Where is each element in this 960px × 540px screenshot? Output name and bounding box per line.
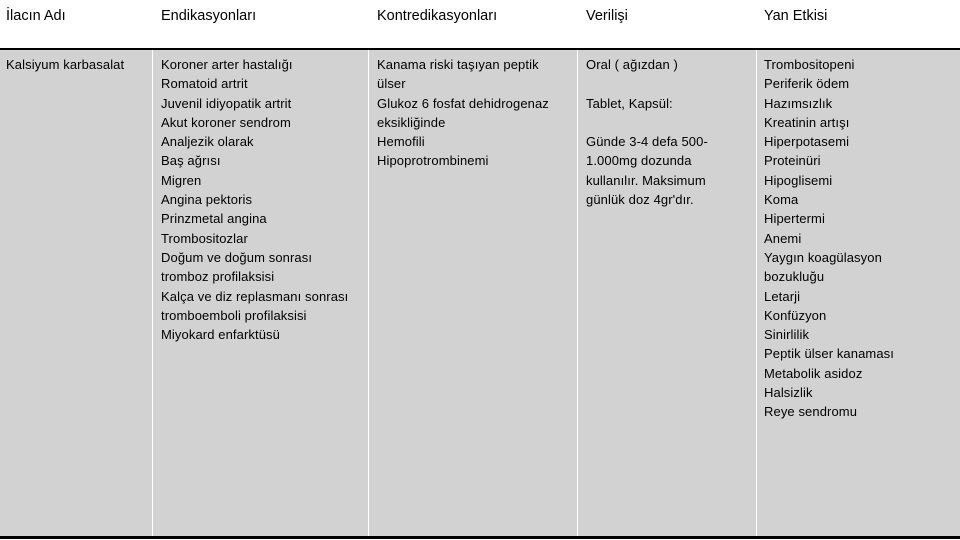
cell-line: Hiperpotasemi xyxy=(764,134,850,150)
cell-line: Juvenil idiyopatik artrit xyxy=(161,95,292,111)
cell-line: Letarji xyxy=(764,288,801,304)
cell-line: Migren xyxy=(161,172,202,188)
cell-line: Kalça ve diz replasmanı sonrası xyxy=(161,288,349,304)
cell-contraindications xyxy=(377,50,577,536)
cell-line: Metabolik asidoz xyxy=(764,365,863,381)
cell-line: Baş ağrısı xyxy=(161,153,221,169)
cell-line: Kreatinin artışı xyxy=(764,114,850,130)
cell-line: Peptik ülser kanaması xyxy=(764,346,894,362)
cell-line: Trombositozlar xyxy=(161,230,248,246)
cell-line: Analjezik olarak xyxy=(161,134,254,150)
cell-line: Yaygın koagülasyon xyxy=(764,249,882,265)
header-indications: Endikasyonları xyxy=(161,8,257,24)
header-contraindications: Kontredikasyonları xyxy=(377,8,498,24)
cell-line: Tablet, Kapsül: xyxy=(586,95,673,111)
cell-line: Miyokard enfarktüsü xyxy=(161,327,280,343)
cell-administration xyxy=(586,50,751,536)
cell-drug-name xyxy=(6,50,146,536)
cell-line: Oral ( ağızdan ) xyxy=(586,57,678,72)
cell-line: Hazımsızlık xyxy=(764,95,833,111)
cell-line: Proteinüri xyxy=(764,153,821,169)
cell-line: Koma xyxy=(764,192,799,208)
header-side-effects: Yan Etkisi xyxy=(764,8,828,24)
cell-line: Angina pektoris xyxy=(161,192,253,208)
cell-line: Glukoz 6 fosfat dehidrogenaz xyxy=(377,95,549,111)
table-header-row xyxy=(0,0,960,50)
cell-line: Günde 3-4 defa 500- xyxy=(586,134,708,150)
header-drug-name: İlacın Adı xyxy=(6,8,66,24)
cell-line: Hipoprotrombinemi xyxy=(377,153,489,169)
cell-line: Konfüzyon xyxy=(764,307,827,323)
cell-line: tromboz profilaksisi xyxy=(161,269,275,285)
cell-line: Koroner arter hastalığı xyxy=(161,57,293,72)
cell-indications xyxy=(161,50,366,536)
column-divider xyxy=(756,50,757,536)
cell-line: Periferik ödem xyxy=(764,76,850,92)
cell-line: Prinzmetal angina xyxy=(161,211,267,227)
cell-line: Kalsiyum karbasalat xyxy=(6,57,125,72)
cell-line: Halsizlik xyxy=(764,385,813,401)
cell-line: 1.000mg dozunda xyxy=(586,153,692,169)
column-divider xyxy=(152,50,153,536)
cell-line: ülser xyxy=(377,76,406,92)
cell-line: Romatoid artrit xyxy=(161,76,248,92)
cell-line: Hipertermi xyxy=(764,211,825,227)
cell-line: Doğum ve doğum sonrası xyxy=(161,249,313,265)
cell-line: günlük doz 4gr'dır. xyxy=(586,192,694,208)
cell-line: bozukluğu xyxy=(764,269,825,285)
cell-line: Reye sendromu xyxy=(764,404,858,420)
table-row xyxy=(0,50,960,539)
cell-line: eksikliğinde xyxy=(377,114,446,130)
cell-line: Trombositopeni xyxy=(764,57,855,72)
cell-line xyxy=(586,74,751,93)
cell-line: Akut koroner sendrom xyxy=(161,114,291,130)
cell-line: Anemi xyxy=(764,230,802,246)
cell-line: kullanılır. Maksimum xyxy=(586,172,706,188)
column-divider xyxy=(577,50,578,536)
header-administration: Verilişi xyxy=(586,8,628,24)
cell-line: Kanama riski taşıyan peptik xyxy=(377,57,539,72)
cell-line: Sinirlilik xyxy=(764,327,810,343)
cell-side-effects xyxy=(764,50,954,536)
column-divider xyxy=(368,50,369,536)
cell-line: Hipoglisemi xyxy=(764,172,833,188)
cell-line xyxy=(586,113,751,132)
cell-line: Hemofili xyxy=(377,134,425,150)
cell-line: tromboemboli profilaksisi xyxy=(161,307,307,323)
